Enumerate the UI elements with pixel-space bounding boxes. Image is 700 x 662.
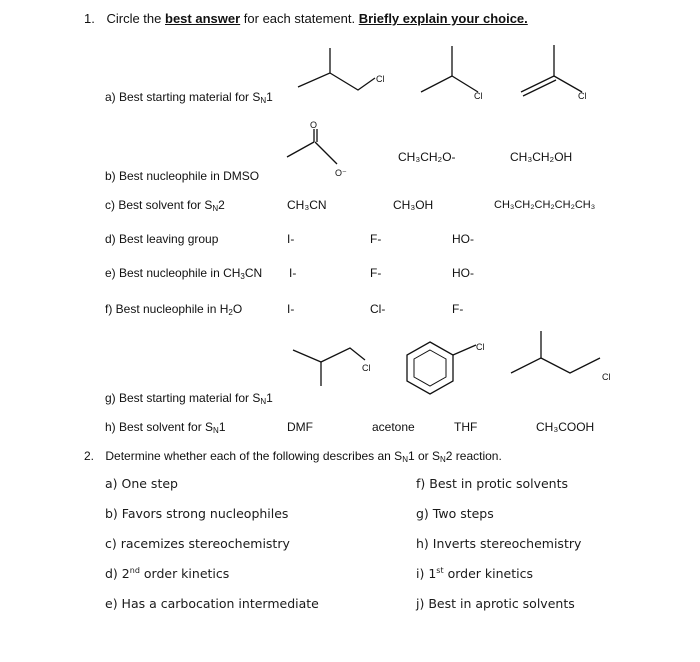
statement-c[interactable]: c) racemizes stereochemistry [105, 536, 290, 551]
option-acetic-acid[interactable]: CH₃COOH [536, 420, 595, 434]
chlorine-label: Cl [362, 363, 371, 373]
molecule-1-chloro-3-methylbutane[interactable] [295, 45, 385, 95]
option-fluoride[interactable]: F- [452, 302, 464, 316]
oxide-label: O⁻ [335, 168, 347, 178]
question-1h-label: h) Best solvent for $S_N1$ [105, 420, 226, 435]
option-ethoxide[interactable]: CH₃CH₂O- [398, 150, 456, 164]
chlorine-label: Cl [578, 91, 587, 101]
question-1-header [84, 12, 528, 26]
chlorine-label: Cl [474, 91, 483, 101]
option-fluoride[interactable]: F- [370, 232, 382, 246]
statement-f[interactable]: f) Best in protic solvents [416, 476, 568, 491]
option-fluoride[interactable]: F- [370, 266, 382, 280]
question-1a-label: a) Best starting material for $S_N1$ [105, 90, 273, 105]
question-number: 2. [84, 449, 95, 463]
oxygen-label: O [310, 120, 318, 130]
statement-h[interactable]: h) Inverts stereochemistry [416, 536, 582, 551]
instruction-emphasis: best answer [165, 11, 241, 26]
question-number: 1. [84, 11, 95, 26]
instruction-text: Circle the [106, 11, 162, 26]
statement-a[interactable]: a) One step [105, 476, 178, 491]
question-1e-label: e) Best nucleophile in $CH_3CN$ [105, 266, 263, 281]
molecule-vinyl-chloride-alkene[interactable] [518, 42, 598, 102]
molecule-benzyl-chloride[interactable] [400, 336, 495, 396]
molecule-acetate-ion[interactable] [285, 120, 355, 184]
question-1d-label: d) Best leaving group [105, 232, 219, 246]
statement-i[interactable]: i) 1st order kinetics [416, 566, 533, 581]
statement-j[interactable]: j) Best in aprotic solvents [416, 596, 575, 611]
chlorine-label: Cl [476, 342, 485, 352]
chlorine-label: Cl [376, 74, 385, 84]
statement-b[interactable]: b) Favors strong nucleophiles [105, 506, 289, 521]
option-dmf[interactable]: DMF [287, 420, 313, 434]
molecule-2-chloro-2-methylbutane[interactable] [418, 42, 493, 102]
statement-d[interactable]: d) 2nd order kinetics [105, 566, 230, 581]
option-iodide[interactable]: I- [287, 302, 295, 316]
option-methanol[interactable]: CH₃OH [393, 198, 434, 212]
question-1f-label: f) Best nucleophile in $H_2O$ [105, 302, 243, 317]
question-1g-label: g) Best starting material for $S_N1$ [105, 391, 273, 406]
option-ethanol[interactable]: CH₃CH₂OH [510, 150, 573, 164]
option-hydroxide[interactable]: HO- [452, 232, 474, 246]
statement-g[interactable]: g) Two steps [416, 506, 494, 521]
option-thf[interactable]: THF [454, 420, 478, 434]
instruction-text: for each statement. [243, 11, 356, 26]
instruction-emphasis: Briefly explain your choice. [358, 11, 528, 26]
option-hydroxide[interactable]: HO- [452, 266, 474, 280]
chlorine-label: Cl [602, 372, 611, 382]
option-chloride[interactable]: Cl- [370, 302, 386, 316]
statement-e[interactable]: e) Has a carbocation intermediate [105, 596, 319, 611]
question-1c-label: c) Best solvent for $S_N2$ [105, 198, 225, 213]
option-iodide[interactable]: I- [287, 232, 295, 246]
molecule-1-chloro-2-methylpropane[interactable] [290, 340, 375, 390]
question-1b-label: b) Best nucleophile in DMSO [105, 169, 260, 183]
molecule-2-chlorobutane-branched[interactable] [508, 328, 618, 383]
option-acetone[interactable]: acetone [372, 420, 415, 434]
option-pentane[interactable]: CH₃CH₂CH₂CH₂CH₃ [494, 199, 596, 211]
option-acetonitrile[interactable]: CH₃CN [287, 198, 327, 212]
question-2-header: 2. Determine whether each of the following describes an $S_N1$ or $S_N2$ reaction. [84, 449, 502, 464]
option-iodide[interactable]: I- [289, 266, 297, 280]
